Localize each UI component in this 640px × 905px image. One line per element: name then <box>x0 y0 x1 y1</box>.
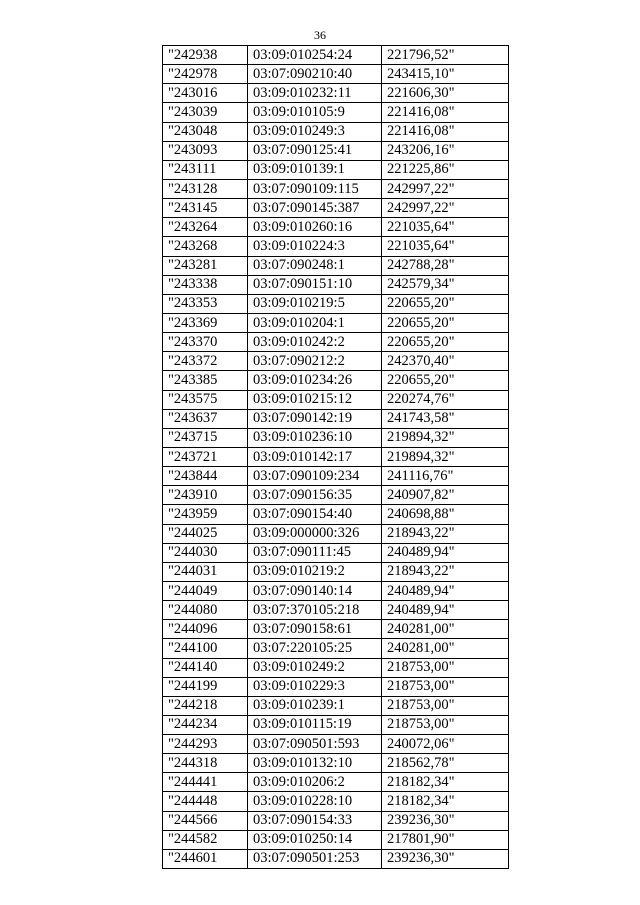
table-row <box>163 696 509 715</box>
table-row <box>163 447 509 466</box>
record-id-cell: "243844 <box>163 467 248 486</box>
record-id-cell: "243281 <box>163 256 248 275</box>
table-row <box>163 237 509 256</box>
record-id-cell: "243048 <box>163 122 248 141</box>
cadastral-number-cell: 03:09:010204:1 <box>248 313 382 332</box>
record-id-cell: "242938 <box>163 46 248 65</box>
record-id-cell: "243959 <box>163 505 248 524</box>
amount-cell: 241116,76" <box>382 467 509 486</box>
table-row <box>163 256 509 275</box>
table-row <box>163 65 509 84</box>
cadastral-number-cell: 03:09:010228:10 <box>248 792 382 811</box>
table-row <box>163 103 509 122</box>
record-id-cell: "244049 <box>163 581 248 600</box>
record-id-cell: "244234 <box>163 715 248 734</box>
record-id-cell: "244100 <box>163 639 248 658</box>
table-row <box>163 639 509 658</box>
table-body <box>163 46 509 869</box>
amount-cell: 218562,78" <box>382 754 509 773</box>
record-id-cell: "242978 <box>163 65 248 84</box>
record-id-cell: "243145 <box>163 199 248 218</box>
cadastral-number-cell: 03:09:010115:19 <box>248 715 382 734</box>
table-row <box>163 371 509 390</box>
amount-cell: 240698,88" <box>382 505 509 524</box>
table-row <box>163 830 509 849</box>
cadastral-number-cell: 03:09:010142:17 <box>248 447 382 466</box>
cadastral-number-cell: 03:09:010249:3 <box>248 122 382 141</box>
amount-cell: 219894,32" <box>382 447 509 466</box>
record-id-cell: "244566 <box>163 811 248 830</box>
cadastral-number-cell: 03:07:090125:41 <box>248 141 382 160</box>
table-row <box>163 352 509 371</box>
cadastral-number-cell: 03:09:010219:5 <box>248 294 382 313</box>
table-row <box>163 543 509 562</box>
cadastral-number-cell: 03:09:010239:1 <box>248 696 382 715</box>
cadastral-number-cell: 03:09:010254:24 <box>248 46 382 65</box>
table-row <box>163 390 509 409</box>
amount-cell: 220274,76" <box>382 390 509 409</box>
table-row <box>163 677 509 696</box>
table-row <box>163 715 509 734</box>
record-id-cell: "244030 <box>163 543 248 562</box>
record-id-cell: "243093 <box>163 141 248 160</box>
table-row <box>163 179 509 198</box>
amount-cell: 221225,86" <box>382 160 509 179</box>
table-row <box>163 486 509 505</box>
amount-cell: 221606,30" <box>382 84 509 103</box>
cadastral-number-cell: 03:07:090109:115 <box>248 179 382 198</box>
amount-cell: 220655,20" <box>382 333 509 352</box>
record-id-cell: "243637 <box>163 409 248 428</box>
record-id-cell: "244140 <box>163 658 248 677</box>
cadastral-number-cell: 03:07:090501:593 <box>248 735 382 754</box>
table-row <box>163 313 509 332</box>
amount-cell: 221416,08" <box>382 122 509 141</box>
amount-cell: 220655,20" <box>382 294 509 313</box>
record-id-cell: "244080 <box>163 601 248 620</box>
record-id-cell: "243721 <box>163 447 248 466</box>
table-row <box>163 505 509 524</box>
table-row <box>163 658 509 677</box>
record-id-cell: "243575 <box>163 390 248 409</box>
record-id-cell: "244293 <box>163 735 248 754</box>
cadastral-number-cell: 03:07:090158:61 <box>248 620 382 639</box>
table-row <box>163 811 509 830</box>
table-row <box>163 84 509 103</box>
cadastral-number-cell: 03:09:010236:10 <box>248 428 382 447</box>
cadastral-number-cell: 03:09:010234:26 <box>248 371 382 390</box>
table-row <box>163 409 509 428</box>
table-row <box>163 333 509 352</box>
amount-cell: 218753,00" <box>382 696 509 715</box>
record-id-cell: "243111 <box>163 160 248 179</box>
amount-cell: 218753,00" <box>382 677 509 696</box>
record-id-cell: "243039 <box>163 103 248 122</box>
record-id-cell: "244025 <box>163 524 248 543</box>
amount-cell: 218182,34" <box>382 773 509 792</box>
table-row <box>163 141 509 160</box>
amount-cell: 240489,94" <box>382 581 509 600</box>
amount-cell: 221035,64" <box>382 237 509 256</box>
cadastral-number-cell: 03:07:370105:218 <box>248 601 382 620</box>
record-id-cell: "244601 <box>163 849 248 868</box>
cadastral-number-cell: 03:07:090111:45 <box>248 543 382 562</box>
amount-cell: 221796,52" <box>382 46 509 65</box>
cadastral-number-cell: 03:07:090210:40 <box>248 65 382 84</box>
amount-cell: 220655,20" <box>382 371 509 390</box>
amount-cell: 218943,22" <box>382 524 509 543</box>
cadastral-number-cell: 03:07:090154:33 <box>248 811 382 830</box>
cadastral-number-cell: 03:07:090212:2 <box>248 352 382 371</box>
amount-cell: 242370,40" <box>382 352 509 371</box>
amount-cell: 242579,34" <box>382 275 509 294</box>
amount-cell: 218753,00" <box>382 658 509 677</box>
record-id-cell: "243369 <box>163 313 248 332</box>
amount-cell: 240072,06" <box>382 735 509 754</box>
cadastral-number-cell: 03:09:010206:2 <box>248 773 382 792</box>
cadastral-number-cell: 03:07:090142:19 <box>248 409 382 428</box>
table-row <box>163 275 509 294</box>
amount-cell: 241743,58" <box>382 409 509 428</box>
amount-cell: 218182,34" <box>382 792 509 811</box>
amount-cell: 217801,90" <box>382 830 509 849</box>
table-row <box>163 581 509 600</box>
amount-cell: 242788,28" <box>382 256 509 275</box>
amount-cell: 221416,08" <box>382 103 509 122</box>
amount-cell: 218943,22" <box>382 562 509 581</box>
amount-cell: 242997,22" <box>382 179 509 198</box>
amount-cell: 219894,32" <box>382 428 509 447</box>
amount-cell: 221035,64" <box>382 218 509 237</box>
cadastral-number-cell: 03:09:010219:2 <box>248 562 382 581</box>
cadastral-number-cell: 03:07:090109:234 <box>248 467 382 486</box>
cadastral-number-cell: 03:09:010105:9 <box>248 103 382 122</box>
amount-cell: 239236,30" <box>382 849 509 868</box>
cadastral-number-cell: 03:09:010215:12 <box>248 390 382 409</box>
cadastral-number-cell: 03:07:090151:10 <box>248 275 382 294</box>
table-row <box>163 620 509 639</box>
cadastral-number-cell: 03:07:090154:40 <box>248 505 382 524</box>
record-id-cell: "244318 <box>163 754 248 773</box>
cadastral-number-cell: 03:09:010132:10 <box>248 754 382 773</box>
record-id-cell: "244096 <box>163 620 248 639</box>
cadastral-number-cell: 03:09:010250:14 <box>248 830 382 849</box>
record-id-cell: "243264 <box>163 218 248 237</box>
amount-cell: 240489,94" <box>382 601 509 620</box>
amount-cell: 242997,22" <box>382 199 509 218</box>
amount-cell: 218753,00" <box>382 715 509 734</box>
record-id-cell: "243370 <box>163 333 248 352</box>
table-row <box>163 428 509 447</box>
cadastral-number-cell: 03:07:090501:253 <box>248 849 382 868</box>
table-row <box>163 735 509 754</box>
amount-cell: 240281,00" <box>382 620 509 639</box>
record-id-cell: "243910 <box>163 486 248 505</box>
table-row <box>163 562 509 581</box>
table-row <box>163 199 509 218</box>
record-id-cell: "243372 <box>163 352 248 371</box>
cadastral-number-cell: 03:07:090145:387 <box>248 199 382 218</box>
record-id-cell: "243385 <box>163 371 248 390</box>
table-row <box>163 122 509 141</box>
data-table <box>162 45 509 869</box>
table-row <box>163 773 509 792</box>
amount-cell: 243206,16" <box>382 141 509 160</box>
table-row <box>163 792 509 811</box>
record-id-cell: "244441 <box>163 773 248 792</box>
amount-cell: 240907,82" <box>382 486 509 505</box>
amount-cell: 243415,10" <box>382 65 509 84</box>
page-number: 36 <box>314 28 326 42</box>
cadastral-number-cell: 03:09:010139:1 <box>248 160 382 179</box>
record-id-cell: "243353 <box>163 294 248 313</box>
record-id-cell: "243715 <box>163 428 248 447</box>
cadastral-number-cell: 03:07:090140:14 <box>248 581 382 600</box>
cadastral-number-cell: 03:09:010229:3 <box>248 677 382 696</box>
table-row <box>163 754 509 773</box>
table-row <box>163 524 509 543</box>
record-id-cell: "244199 <box>163 677 248 696</box>
record-id-cell: "243338 <box>163 275 248 294</box>
cadastral-number-cell: 03:09:010242:2 <box>248 333 382 352</box>
amount-cell: 239236,30" <box>382 811 509 830</box>
record-id-cell: "244448 <box>163 792 248 811</box>
table-row <box>163 294 509 313</box>
record-id-cell: "243016 <box>163 84 248 103</box>
table-row <box>163 849 509 868</box>
table-row <box>163 601 509 620</box>
cadastral-number-cell: 03:07:090156:35 <box>248 486 382 505</box>
cadastral-number-cell: 03:09:010224:3 <box>248 237 382 256</box>
record-id-cell: "244031 <box>163 562 248 581</box>
record-id-cell: "243268 <box>163 237 248 256</box>
cadastral-number-cell: 03:09:010232:11 <box>248 84 382 103</box>
cadastral-number-cell: 03:07:220105:25 <box>248 639 382 658</box>
record-id-cell: "243128 <box>163 179 248 198</box>
cadastral-number-cell: 03:09:000000:326 <box>248 524 382 543</box>
table-row <box>163 46 509 65</box>
table-row <box>163 467 509 486</box>
cadastral-number-cell: 03:07:090248:1 <box>248 256 382 275</box>
record-id-cell: "244218 <box>163 696 248 715</box>
table-row <box>163 160 509 179</box>
amount-cell: 240281,00" <box>382 639 509 658</box>
cadastral-number-cell: 03:09:010249:2 <box>248 658 382 677</box>
record-id-cell: "244582 <box>163 830 248 849</box>
cadastral-number-cell: 03:09:010260:16 <box>248 218 382 237</box>
amount-cell: 220655,20" <box>382 313 509 332</box>
amount-cell: 240489,94" <box>382 543 509 562</box>
table-row <box>163 218 509 237</box>
